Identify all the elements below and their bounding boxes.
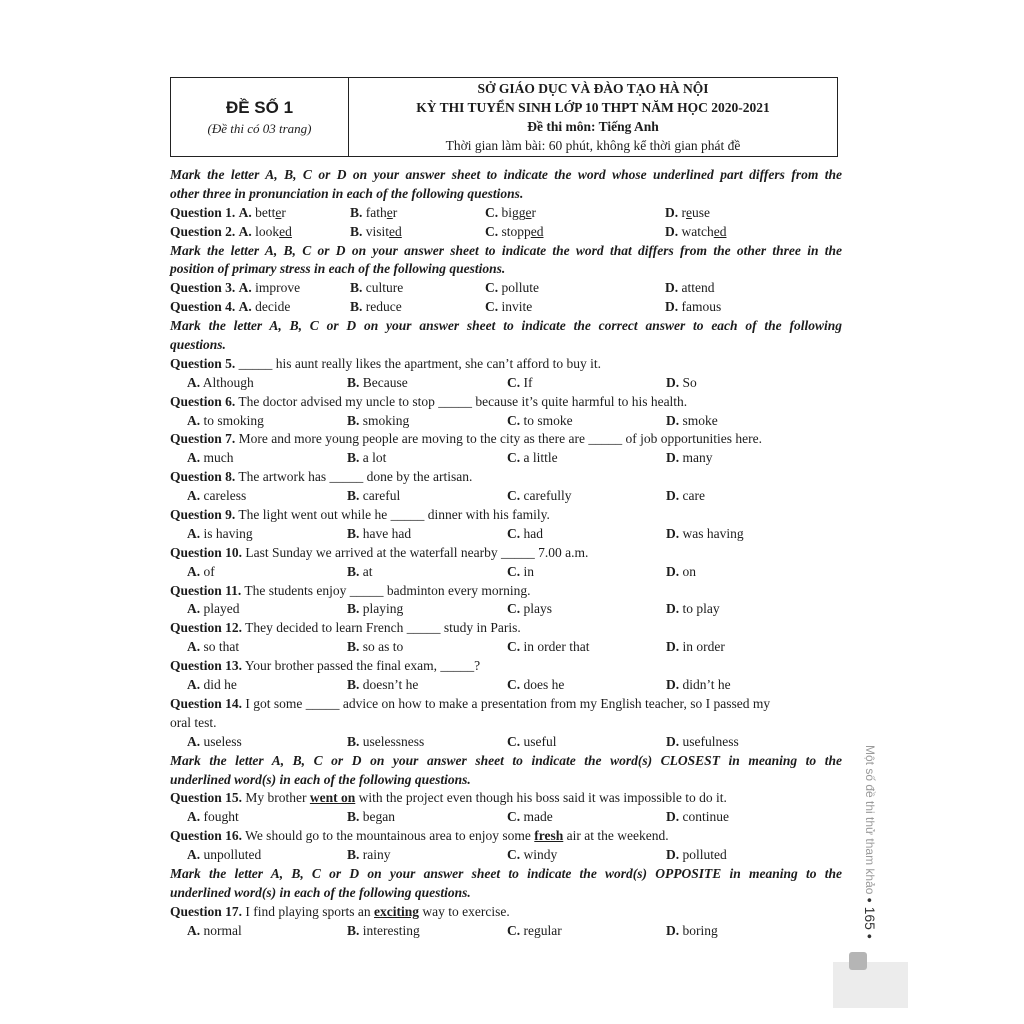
question-15-stem: Question 15. My brother went on with the project even though his boss said it was impossible to do it. — [170, 790, 727, 806]
question-2: Question 2. A. looked B. visited C. stopped D. watched — [170, 223, 727, 239]
instruction-line: underlined word(s) in each of the following questions. — [170, 771, 471, 787]
question-10-options: A. of B. at C. in D. on — [187, 563, 696, 579]
question-12-stem: Question 12. They decided to learn French _____ study in Paris. — [170, 620, 521, 636]
exam-info-box — [349, 78, 837, 156]
side-running-title — [862, 745, 878, 939]
instruction-line: Mark the letter A, B, C or D on your answer sheet to indicate the word whose underlined part differs from the — [170, 167, 842, 182]
question-8-stem: Question 8. The artwork has _____ done by the artisan. — [170, 469, 473, 485]
instruction-line: Mark the letter A, B, C or D on your answer sheet to indicate the word that differs from the other three in the — [170, 242, 842, 258]
question-11-options: A. played B. playing C. plays D. to play — [187, 601, 720, 617]
question-7-options: A. much B. a lot C. a little D. many — [187, 450, 713, 466]
subject: Đề thi môn: Tiếng Anh — [527, 119, 659, 134]
page-tab-marker — [849, 952, 867, 970]
underlined-word: fresh — [534, 828, 564, 844]
exam-number-box — [171, 78, 349, 156]
question-13-stem: Question 13. Your brother passed the final exam, _____? — [170, 658, 481, 674]
underlined-word: went on — [309, 790, 356, 806]
question-9-options: A. is having B. have had C. had D. was having — [187, 525, 744, 541]
question-14-stem: Question 14. I got some _____ advice on how to make a presentation from my English teacher, so I passed my — [170, 695, 771, 711]
question-16-stem: Question 16. We should go to the mountainous area to enjoy some fresh air at the weekend. — [170, 828, 669, 844]
question-8-options: A. careless B. careful C. carefully D. care — [187, 488, 705, 504]
question-14-stem-cont: oral test. — [170, 714, 217, 730]
department: SỞ GIÁO DỤC VÀ ĐÀO TẠO HÀ NỘI — [477, 81, 709, 96]
question-14-options: A. useless B. uselessness C. useful D. usefulness — [187, 733, 739, 749]
question-3: Question 3. A. improve B. culture C. pollute D. attend — [170, 280, 715, 296]
instruction-line: Mark the letter A, B, C or D on your answer sheet to indicate the word(s) CLOSEST in meaning to the — [170, 752, 842, 768]
section-title: Một số đề thi thử tham khảo — [863, 745, 877, 895]
instruction-line: Mark the letter A, B, C or D on your answer sheet to indicate the correct answer to each of the following — [170, 318, 842, 334]
question-content — [170, 166, 842, 941]
instruction-line: other three in pronunciation in each of the following questions. — [170, 185, 524, 201]
question-5-options: A. Although B. Because C. If D. So — [187, 374, 697, 390]
pages-note: (Đề thi có 03 trang) — [207, 120, 312, 136]
instruction-line: questions. — [170, 337, 226, 353]
question-17-stem: Question 17. I find playing sports an exciting way to exercise. — [170, 903, 510, 919]
question-12-options: A. so that B. so as to C. in order that D. in order — [187, 639, 725, 655]
exam-title: KỲ THI TUYỂN SINH LỚP 10 THPT NĂM HỌC 2020-2021 — [416, 100, 770, 115]
exam-header — [170, 77, 838, 157]
question-5-stem: Question 5. _____ his aunt really likes the apartment, she can’t afford to buy it. — [170, 355, 602, 371]
page-corner-box — [833, 962, 908, 1008]
question-7-stem: Question 7. More and more young people are moving to the city as there are _____ of job opportunities here. — [170, 431, 762, 447]
exam-number: ĐỀ SỐ 1 — [225, 97, 294, 117]
question-9-stem: Question 9. The light went out while he _____ dinner with his family. — [170, 507, 550, 523]
question-6-options: A. to smoking B. smoking C. to smoke D. smoke — [187, 412, 718, 428]
instruction-line: Mark the letter A, B, C or D on your answer sheet to indicate the word(s) OPPOSITE in meaning to the — [170, 865, 842, 881]
question-13-options: A. did he B. doesn’t he C. does he D. didn’t he — [187, 677, 731, 693]
time-limit: Thời gian làm bài: 60 phút, không kể thời gian phát đề — [445, 138, 741, 153]
instruction-line: underlined word(s) in each of the following questions. — [170, 884, 471, 900]
question-11-stem: Question 11. The students enjoy _____ badminton every morning. — [170, 582, 531, 598]
question-17-options: A. normal B. interesting C. regular D. boring — [187, 922, 718, 938]
question-1: Question 1. A. better B. father C. bigger D. reuse — [170, 204, 710, 220]
question-4: Question 4. A. decide B. reduce C. invite D. famous — [170, 299, 722, 315]
question-10-stem: Question 10. Last Sunday we arrived at the waterfall nearby _____ 7.00 a.m. — [170, 544, 589, 560]
page-number: • 165 • — [862, 897, 878, 939]
question-16-options: A. unpolluted B. rainy C. windy D. polluted — [187, 847, 727, 863]
instruction-line: position of primary stress in each of the following questions. — [170, 261, 506, 277]
underlined-word: exciting — [374, 903, 419, 919]
question-6-stem: Question 6. The doctor advised my uncle to stop _____ because it’s quite harmful to his health. — [170, 393, 688, 409]
question-15-options: A. fought B. began C. made D. continue — [187, 809, 729, 825]
